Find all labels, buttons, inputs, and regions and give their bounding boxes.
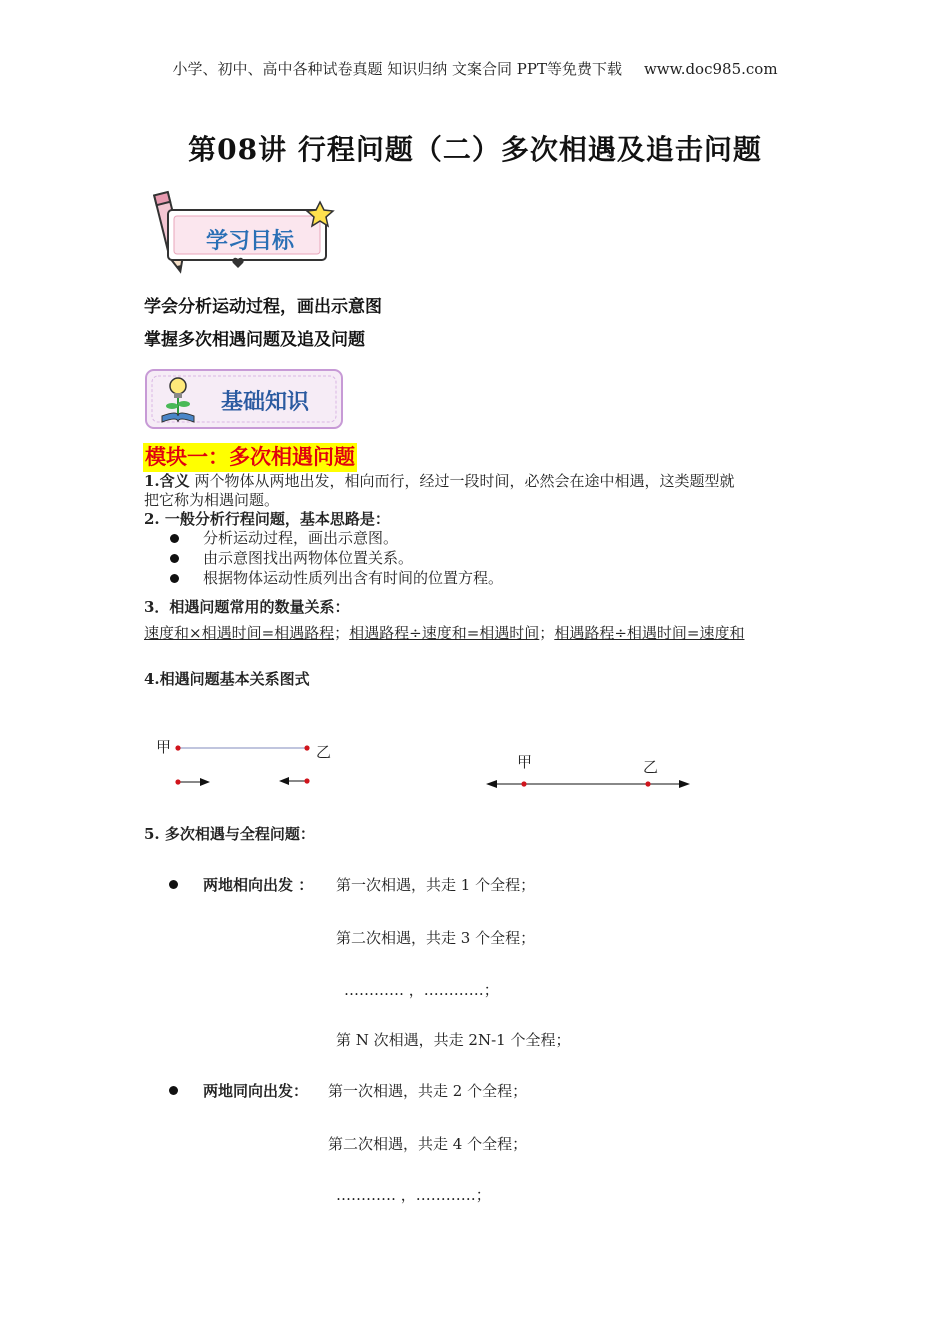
module-heading: 模块一：多次相遇问题 [143, 443, 357, 472]
opposite-line-2: 第二次相遇，共走 3 个全程； [336, 929, 536, 947]
bullet-icon [170, 574, 179, 583]
label-yi: 乙 [643, 758, 659, 776]
basic-knowledge-label: 基础知识 [220, 390, 309, 415]
departure-diagram [480, 748, 700, 798]
opposite-line-4: 第 N 次相遇，共走 2N-1 个全程； [336, 1031, 571, 1049]
page-title: 第08讲 行程问题（二）多次相遇及追击问题 [188, 133, 762, 166]
basic-knowledge-banner [144, 366, 346, 432]
arrow-left-icon [486, 780, 497, 788]
goal-item-1: 学会分析运动过程，画出示意图 [144, 297, 382, 317]
general-item-1: 分析运动过程，画出示意图。 [203, 529, 399, 547]
point-a [521, 781, 526, 786]
definition-text-1: 两个物体从两地出发，相向而行，经过一段时间，必然会在途中相遇，这类题型就 [194, 472, 735, 490]
general-item-3: 根据物体运动性质列出含有时间的位置方程。 [203, 569, 504, 587]
opposite-line-3: ………… ，…………； [344, 981, 499, 999]
opposite-line-1: 第一次相遇，共走 1 个全程； [336, 876, 536, 894]
definition-label: 1.含义 [144, 472, 190, 490]
multi-title: 5. 多次相遇与全程问题： [144, 825, 315, 843]
learning-goals-banner [140, 188, 340, 280]
bullet-icon [169, 1086, 178, 1095]
definition-line-1 [144, 471, 734, 491]
learning-goals-label: 学习目标 [205, 229, 294, 254]
formula-1: 速度和×相遇时间=相遇路程 [144, 624, 335, 642]
meeting-diagram [144, 728, 344, 798]
point-b [304, 745, 309, 750]
diagram-title: 4.相遇问题基本关系图式 [144, 670, 310, 688]
page-header [0, 58, 950, 79]
same-line-1: 第一次相遇，共走 2 个全程； [328, 1082, 528, 1100]
formula-3: 相遇路程÷相遇时间=速度和 [554, 624, 745, 642]
general-title: 2. 一般分析行程问题，基本思路是： [144, 510, 390, 528]
same-label: 两地同向出发： [203, 1082, 309, 1100]
formula-2: 相遇路程÷速度和=相遇时间 [349, 624, 540, 642]
point-b [645, 781, 650, 786]
separator: ； [539, 624, 555, 642]
header-site-link[interactable]: www.doc985.com [643, 60, 778, 78]
arrow-left-icon [279, 777, 289, 785]
label-jia: 甲 [517, 753, 533, 771]
relations-formulas [144, 623, 744, 643]
relations-title: 3．相遇问题常用的数量关系： [144, 598, 350, 616]
bullet-icon [170, 554, 179, 563]
definition-text-2: 把它称为相遇问题。 [144, 491, 280, 509]
arrow-right-icon [200, 778, 210, 786]
same-line-3: ………… ，…………； [336, 1186, 491, 1204]
header-text: 小学、初中、高中各种试卷真题 知识归纳 文案合同 PPT等免费下载 [172, 60, 622, 78]
point-a [175, 745, 180, 750]
arrow-right-icon [679, 780, 690, 788]
bullet-icon [170, 534, 179, 543]
goal-item-2: 掌握多次相遇问题及追及问题 [144, 330, 365, 350]
label-yi: 乙 [316, 743, 332, 761]
bullet-icon [169, 880, 178, 889]
general-item-2: 由示意图找出两物体位置关系。 [203, 549, 414, 567]
opposite-label: 两地相向出发 ： [203, 876, 314, 894]
separator: ； [334, 624, 350, 642]
same-line-2: 第二次相遇，共走 4 个全程； [328, 1135, 528, 1153]
label-jia: 甲 [156, 738, 172, 756]
